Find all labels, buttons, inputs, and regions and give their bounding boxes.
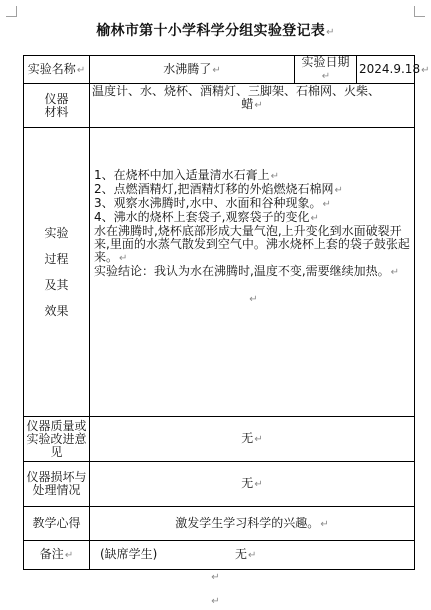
cell-teaching-value[interactable] [90,507,415,541]
row-materials [24,84,415,128]
notes-label: 备注 [39,547,64,561]
paragraph-mark-icon: ↵ [321,71,331,82]
process-conclusion: 实验结论：我认为水在沸腾时,温度不变,需要继续加热。 [94,264,390,278]
paragraph-mark-icon: ↵ [254,479,263,490]
paragraph-mark-icon: ↵ [320,518,329,530]
process-label-line3: 及其 [44,278,69,292]
row-teaching [24,507,415,541]
row-damage [24,462,415,507]
process-label-line1: 实验 [44,226,69,240]
paragraph-mark-icon: ↵ [254,434,263,445]
damage-label: 仪器损坏与处理情况 [26,470,87,497]
paragraph-mark-icon: ↵ [254,100,263,111]
paragraph-mark-icon: ↵ [248,550,257,561]
paragraph-mark-icon: ↵ [64,550,74,561]
cell-teaching-label [24,507,90,541]
date-value: 2024.9.18 [359,61,421,76]
name-value: 水沸腾了 [163,61,212,76]
process-step-2: 2、点燃酒精灯,把酒精灯移的外焰燃烧石棉网 [94,182,334,196]
paragraph-mark-icon: ↵ [334,185,343,196]
paragraph-mark-icon: ↵ [322,199,331,210]
paragraph-mark-icon: ↵ [211,596,220,607]
process-step-3: 3、观察水沸腾时,水中、水面和谷种现象。 [94,196,322,210]
paragraph-mark-icon: ↵ [326,27,335,38]
process-steps [94,169,412,306]
paragraph-mark-icon: ↵ [270,171,280,182]
row-process [24,128,415,417]
margin-marker-top-right [414,6,425,17]
cell-notes-label [24,541,90,570]
cell-damage-value[interactable] [90,462,415,507]
process-step-4: 4、沸水的烧杯上套袋子,观察袋子的变化 [94,210,310,224]
date-label: 实验日期 [301,55,350,69]
quality-value: 无 [241,431,254,445]
cell-process-value[interactable] [90,128,415,417]
teaching-label: 教学心得 [32,516,81,530]
process-observation: 水在沸腾时,烧杯底部形成大量气泡,上升变化到水面破裂开来,里面的水蒸气散发到空气中。沸水烧杯上套的袋子鼓张起来。 [94,224,410,264]
materials-value-line2: 蜡 [241,97,254,111]
paragraph-mark-icon: ↵ [119,253,128,264]
cell-damage-label [24,462,90,507]
materials-value-line1: 温度计、水、烧杯、酒精灯、三脚架、石棉网、火柴、 [92,84,381,98]
paragraph-mark-icon: ↵ [390,267,400,278]
row-notes [24,541,415,570]
paragraph-mark-icon: ↵ [249,294,258,305]
cell-date-value[interactable] [357,56,430,84]
process-step-1: 1、在烧杯中加入适量清水石膏上 [94,168,270,182]
damage-value: 无 [241,476,254,490]
paragraph-mark-icon: ↵ [76,64,86,76]
cell-materials-label [24,84,90,128]
margin-marker-top-left [6,6,17,17]
cell-notes-value[interactable] [90,541,415,570]
materials-label-line2: 材料 [44,104,69,119]
row-quality [24,417,415,462]
document-title-text: 榆林市第十小学科学分组实验登记表 [96,23,326,39]
materials-label-line1: 仪器 [44,91,69,106]
paragraph-mark-icon: ↵ [310,213,319,224]
process-label-line4: 效果 [44,304,69,318]
notes-absent-students: (缺席学生) [100,547,158,561]
cell-quality-value[interactable] [90,417,415,462]
paragraph-mark-icon: ↵ [212,64,221,76]
cell-materials-value[interactable] [90,84,415,128]
paragraph-mark-icon: ↵ [421,64,430,76]
cell-date-label [295,56,357,84]
cell-process-label [24,128,90,417]
row-experiment-name [24,56,415,84]
cell-quality-label [24,417,90,462]
process-label-line2: 过程 [44,252,69,266]
name-label: 实验名称 [27,61,76,76]
teaching-value: 激发学生学习科学的兴趣。 [175,515,320,530]
registration-table [23,55,430,570]
cell-name-value[interactable] [90,56,295,84]
notes-value: 无 [235,547,248,561]
cell-name-label [24,56,90,84]
paragraph-mark-icon: ↵ [211,572,220,583]
quality-label: 仪器质量或实验改进意见 [26,418,87,459]
document-title [0,20,431,40]
